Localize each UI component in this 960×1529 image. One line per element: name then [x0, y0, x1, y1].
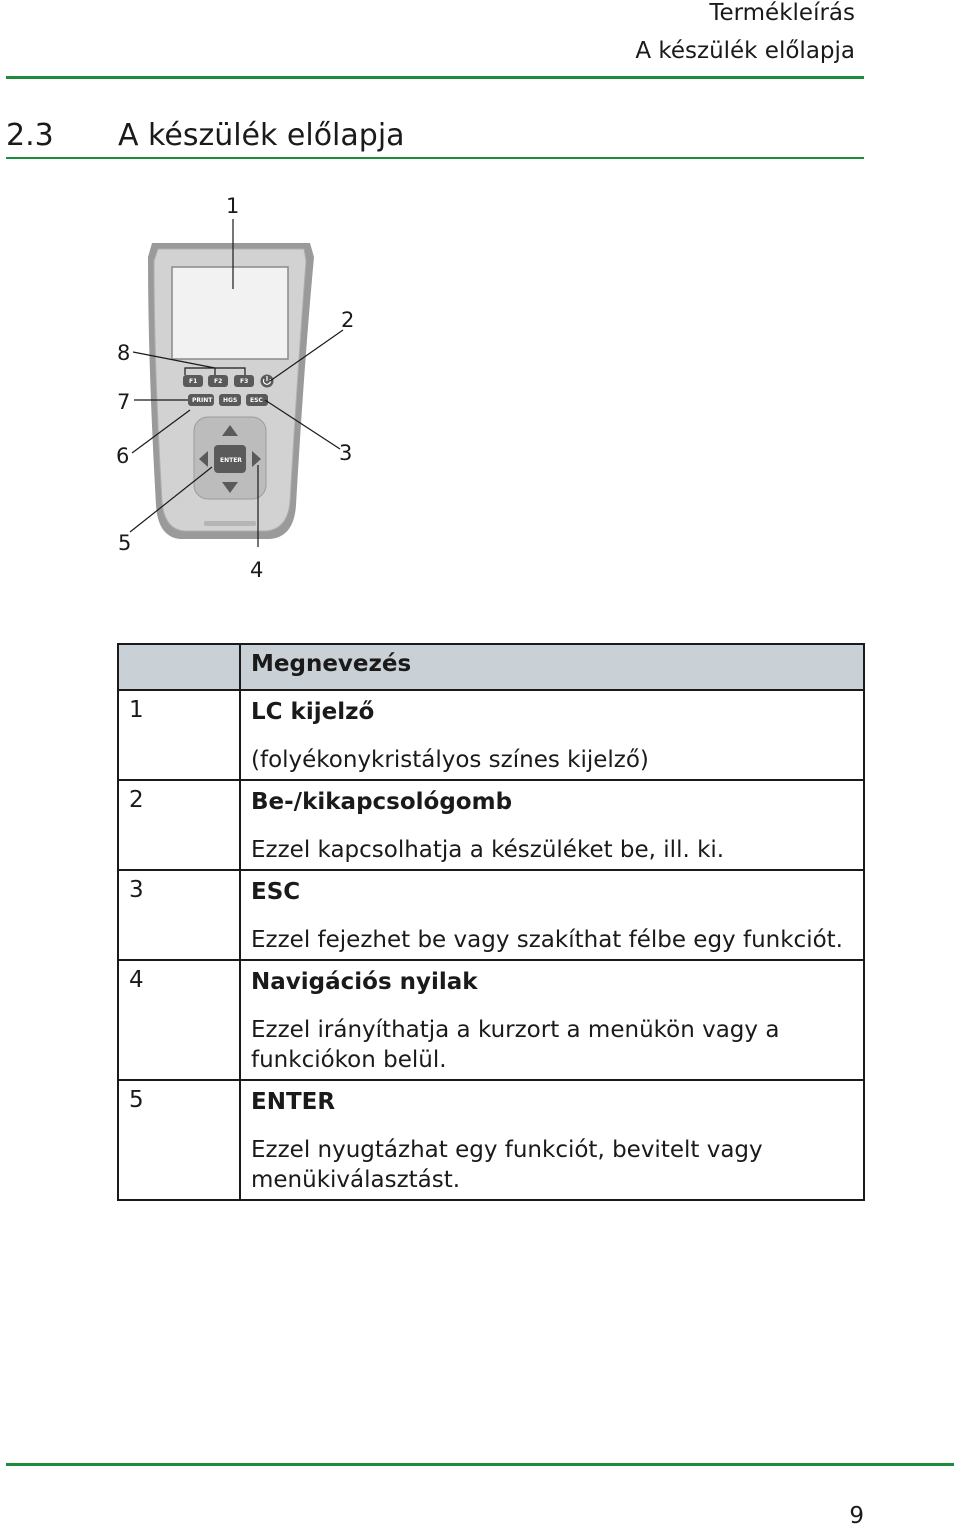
callout-5: 5 [118, 531, 132, 555]
table-row [118, 1080, 864, 1200]
row-content [240, 1080, 864, 1200]
row-content [240, 870, 864, 960]
table-row [118, 960, 864, 1080]
header-divider [6, 76, 864, 79]
section-number: 2.3 [6, 118, 54, 153]
row-content [240, 780, 864, 870]
table-row [118, 690, 864, 780]
row-number: 1 [118, 690, 240, 780]
running-header-section: A készülék előlapja [635, 38, 855, 64]
table-row [118, 870, 864, 960]
row-description: Ezzel fejezhet be vagy szakíthat félbe egy funkciót. [251, 927, 843, 953]
page-number: 9 [849, 1503, 864, 1529]
brand-logo [204, 521, 256, 526]
row-title: ESC [251, 879, 301, 905]
row-description: Ezzel kapcsolhatja a készüléket be, ill. ki. [251, 837, 725, 863]
section-title: A készülék előlapja [118, 118, 405, 153]
row-title: Be-/kikapcsológomb [251, 789, 513, 815]
callout-6: 6 [116, 444, 130, 468]
row-title: Navigációs nyilak [251, 969, 478, 995]
row-content [240, 960, 864, 1080]
row-title: LC kijelző [251, 699, 375, 725]
legend-table [117, 643, 865, 1201]
table-header-row [118, 644, 864, 690]
table-header-num-cell [118, 644, 240, 690]
table-row [118, 780, 864, 870]
row-description: Ezzel irányíthatja a kurzort a menükön vagy a funkciókon belül. [251, 1017, 780, 1073]
row-description: Ezzel nyugtázhat egy funkciót, bevitelt vagy menükiválasztást. [251, 1137, 763, 1193]
running-header-chapter: Termékleírás [709, 0, 855, 26]
esc-label: ESC [250, 397, 263, 404]
callout-7: 7 [117, 390, 131, 414]
title-divider [6, 157, 864, 159]
row-number: 2 [118, 780, 240, 870]
f3-label: F3 [240, 378, 249, 385]
callout-1: 1 [226, 194, 240, 218]
enter-label: ENTER [220, 457, 242, 464]
row-number: 5 [118, 1080, 240, 1200]
table-header-label: Megnevezés [251, 651, 412, 677]
footer-divider [6, 1463, 954, 1466]
callout-2: 2 [341, 308, 355, 332]
lc-display [172, 267, 288, 359]
row-number: 3 [118, 870, 240, 960]
table-header-name-cell [240, 644, 864, 690]
f2-label: F2 [214, 378, 223, 385]
print-label: PRINT [192, 397, 213, 404]
hgs-label: HGS [223, 397, 238, 404]
callout-8: 8 [117, 341, 131, 365]
row-description: (folyékonykristályos színes kijelző) [251, 747, 649, 773]
row-title: ENTER [251, 1089, 336, 1115]
device-front-illustration [100, 185, 380, 595]
callout-4: 4 [250, 558, 264, 582]
row-number: 4 [118, 960, 240, 1080]
callout-3: 3 [339, 441, 353, 465]
f1-label: F1 [189, 378, 198, 385]
row-content [240, 690, 864, 780]
